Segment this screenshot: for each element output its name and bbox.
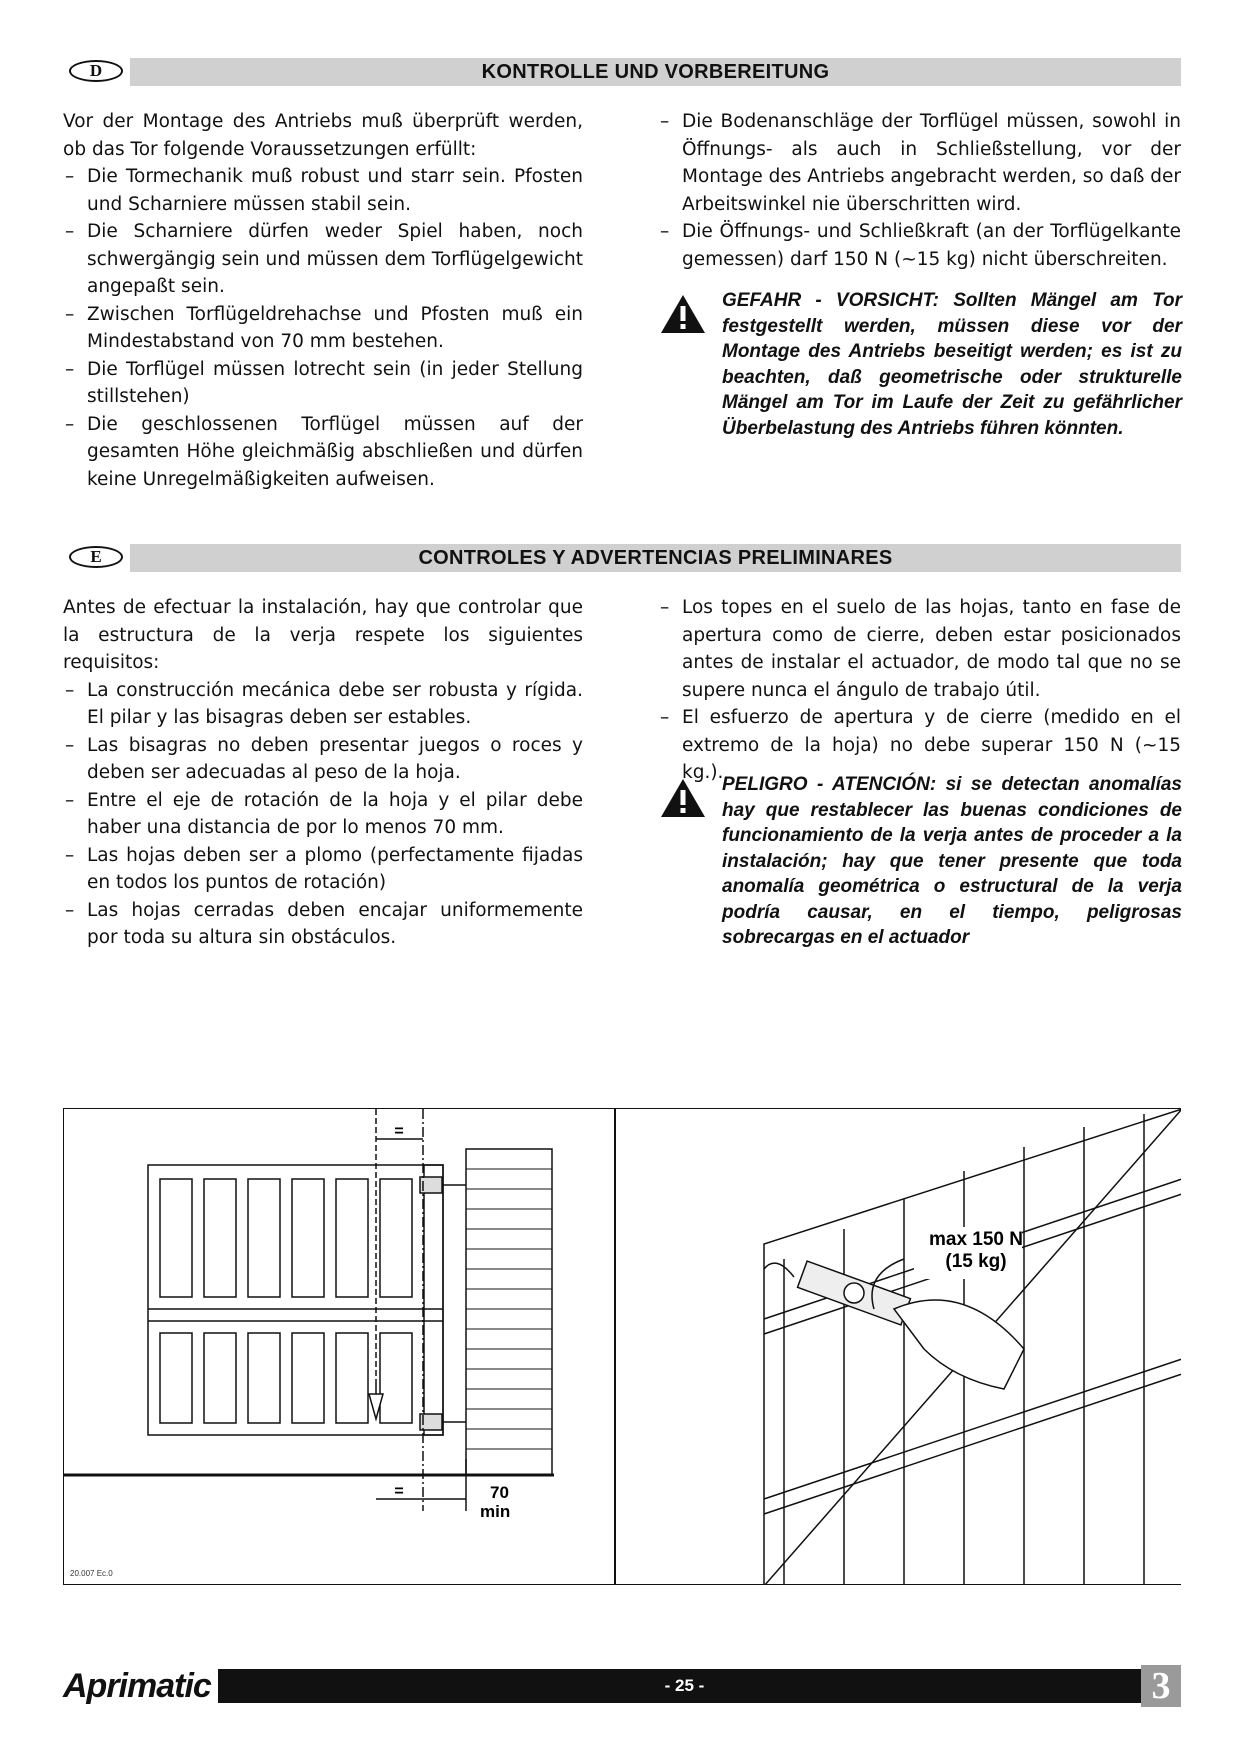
list-item: – Die Bodenanschläge der Torflügel müssen, sowohl in Öffnungs- als auch in Schließstellung, vor der Montage des Antriebs angebracht werden, so daß der Arbeitswinkel nie überschritten wird.	[658, 108, 1181, 218]
section-e-right-column	[658, 594, 1181, 787]
warning-text: PELIGRO - ATENCIÓN: si se detectan anomalías hay que restablecer las buenas condiciones de funcionamiento de la verja antes de proceder a la instalación; hay que tener presente que toda anomalía geométrica o estructural de la verja podría causar, en el tiempo, peligrosas sobrecargas en el actuador	[722, 774, 1182, 948]
warning-triangle-icon	[660, 778, 706, 818]
list-item: – Die Scharniere dürfen weder Spiel haben, noch schwergängig sein und müssen dem Torflügelgewicht angepaßt sein.	[63, 218, 583, 301]
list-item: – El esfuerzo de apertura y de cierre (medido en el extremo de la hoja) no debe superar 150 N (~15 kg.).	[658, 704, 1181, 787]
warning-text: GEFAHR - VORSICHT: Sollten Mängel am Tor festgestellt werden, müssen diese vor der Montage des Antriebs beseitigt werden; es ist zu beachten, daß geometrische oder strukturelle Mängel am Tor im Laufe der Zeit zu gefährlicher Überbelastung des Antriebs führen könnten.	[722, 290, 1182, 439]
list-item: – Die Torflügel müssen lotrecht sein (in jeder Stellung stillstehen)	[63, 356, 583, 411]
list-item: – Die Tormechanik muß robust und starr sein. Pfosten und Scharniere müssen stabil sein.	[63, 163, 583, 218]
list-item: – La construcción mecánica debe ser robusta y rígida. El pilar y las bisagras deben ser estables.	[63, 677, 583, 732]
figure-code: 20.007 Ec.0	[70, 1569, 113, 1578]
installation-figure	[63, 1108, 1181, 1585]
list-item: – Las hojas deben ser a plomo (perfectamente fijadas en todos los puntos de rotación)	[63, 842, 583, 897]
aprimatic-logo: Aprimatic	[63, 1667, 211, 1705]
section-d-right-column	[658, 108, 1181, 273]
equal-sign-bottom: =	[394, 1483, 404, 1500]
warning-block-e	[660, 772, 1182, 951]
list-item: – Las bisagras no deben presentar juegos o roces y deben ser adecuadas al peso de la hoja.	[63, 732, 583, 787]
list-item: – Las hojas cerradas deben encajar uniformemente por toda su altura sin obstáculos.	[63, 897, 583, 952]
requirements-list	[63, 163, 583, 493]
requirements-list	[63, 677, 583, 952]
language-badge-d: D	[69, 60, 123, 82]
list-item: – Zwischen Torflügeldrehachse und Pfosten muß ein Mindestabstand von 70 mm bestehen.	[63, 301, 583, 356]
section-header-d	[63, 58, 1181, 86]
list-item: – Los topes en el suelo de las hojas, tanto en fase de apertura como de cierre, deben estar posicionados antes de instalar el actuador, de modo tal que no se supere nunca el ángulo de trabajo útil.	[658, 594, 1181, 704]
section-title-e: CONTROLES Y ADVERTENCIAS PRELIMINARES	[130, 544, 1181, 572]
footer-bar	[218, 1669, 1151, 1703]
warning-triangle-icon	[660, 294, 706, 334]
section-title-d: KONTROLLE UND VORBEREITUNG	[130, 58, 1181, 86]
language-badge-e: E	[69, 546, 123, 568]
page-number: - 25 -	[664, 1676, 705, 1695]
chapter-number: 3	[1141, 1665, 1181, 1707]
list-item: – Entre el eje de rotación de la hoja y el pilar debe haber una distancia de por lo menos 70 mm.	[63, 787, 583, 842]
gate-illustration	[64, 1109, 1181, 1585]
force-label-line2: (15 kg)	[945, 1251, 1007, 1272]
equal-sign-top: =	[394, 1123, 404, 1140]
intro-text: Antes de efectuar la instalación, hay que controlar que la estructura de la verja respete los siguientes requisitos:	[63, 597, 583, 673]
warning-block-d	[660, 288, 1182, 441]
section-header-e	[63, 544, 1181, 572]
intro-text: Vor der Montage des Antriebs muß überprüft werden, ob das Tor folgende Voraussetzungen erfüllt:	[63, 111, 583, 160]
section-d-left-column	[63, 108, 583, 493]
min-distance-unit: min	[480, 1502, 511, 1521]
section-e-left-column	[63, 594, 583, 952]
requirements-list	[658, 108, 1181, 273]
min-distance-value: 70	[490, 1483, 509, 1502]
page-footer	[63, 1665, 1181, 1707]
requirements-list	[658, 594, 1181, 787]
list-item: – Die Öffnungs- und Schließkraft (an der Torflügelkante gemessen) darf 150 N (~15 kg) nicht überschreiten.	[658, 218, 1181, 273]
force-label-line1: max 150 N	[928, 1229, 1024, 1250]
list-item: – Die geschlossenen Torflügel müssen auf der gesamten Höhe gleichmäßig abschließen und dürfen keine Unregelmäßigkeiten aufweisen.	[63, 411, 583, 494]
